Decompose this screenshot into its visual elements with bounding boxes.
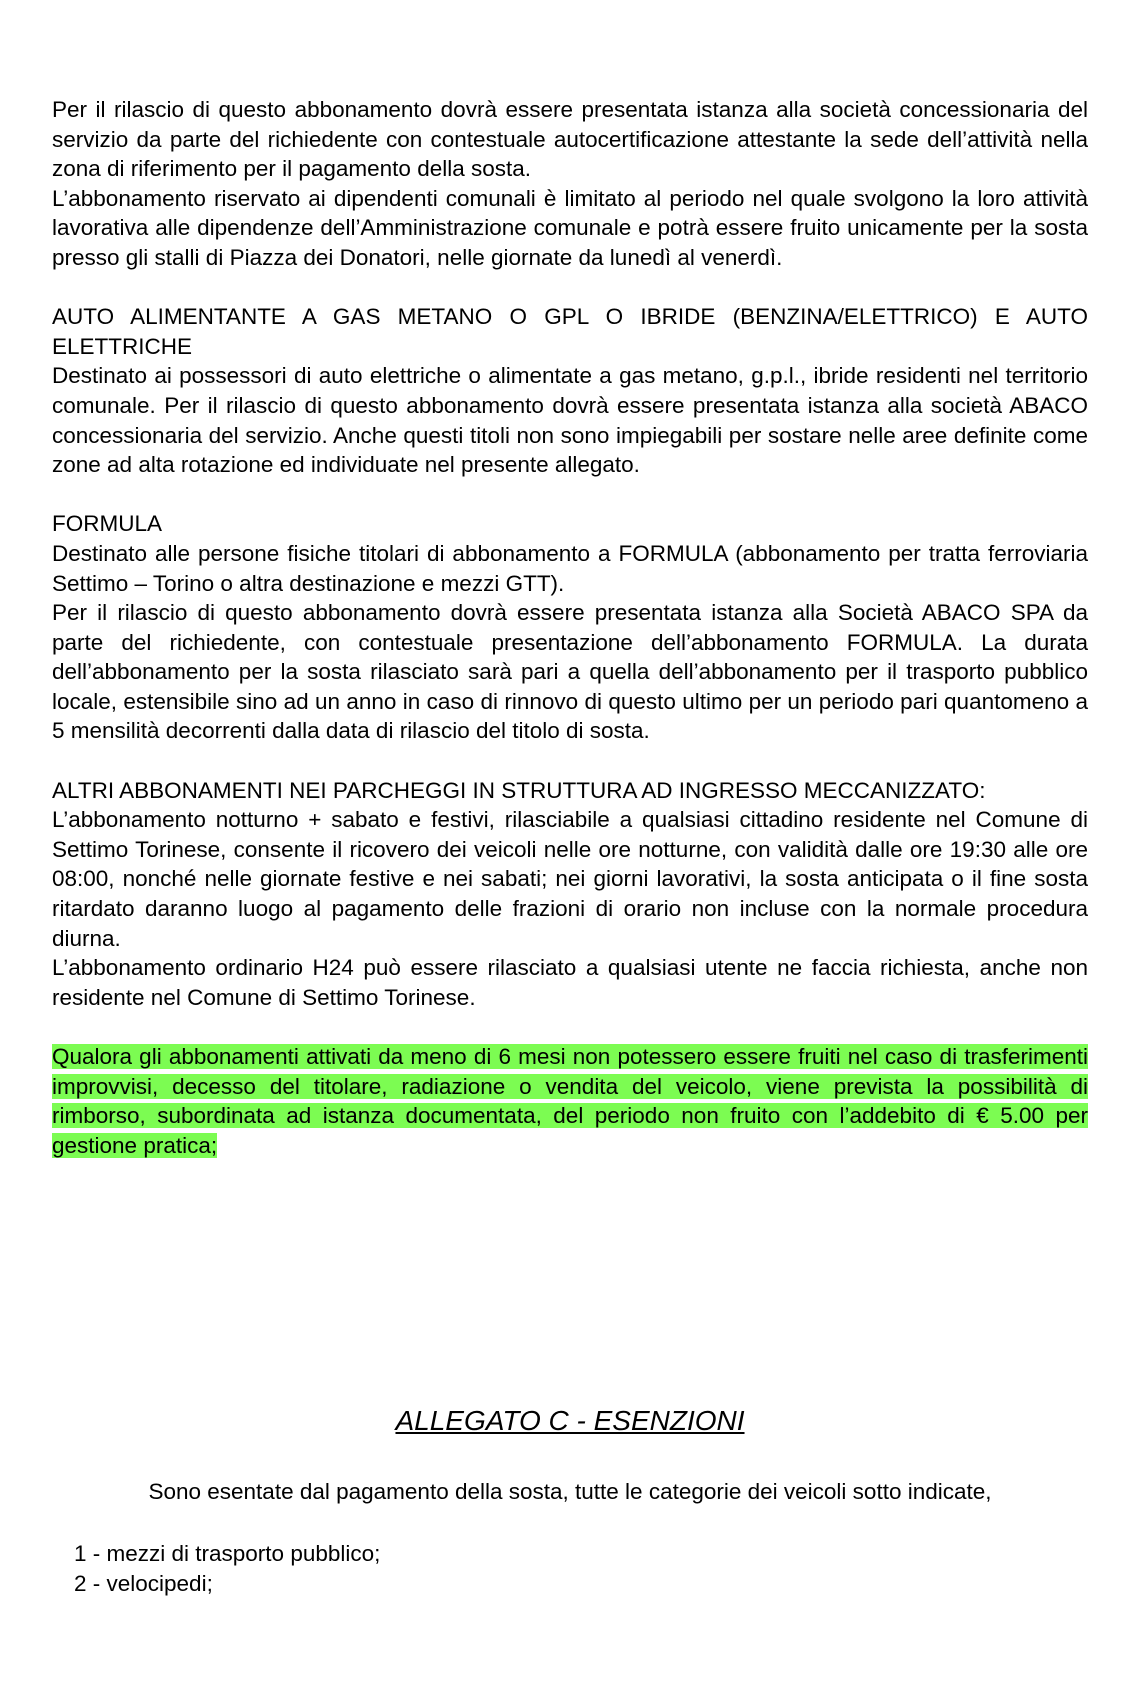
- paragraph-formula-destinato: Destinato alle persone fisiche titolari di abbonamento a FORMULA (abbonamento per tratta ferroviaria Settimo – Torino o altra destinazione e mezzi GTT).: [52, 540, 1088, 596]
- heading-formula: FORMULA: [52, 511, 163, 537]
- paragraph-auto-gas: Destinato ai possessori di auto elettriche o alimentate a gas metano, g.p.l., ibride residenti nel territorio comunale. Per il rilascio di questo abbonamento dovrà essere presentata istanza alla società ABACO concessionaria del servizio. Anche questi titoli non sono impiegabili per sostare nelle aree definite come zone ad alta rotazione ed individuate nel presente allegato.: [52, 363, 1088, 478]
- spacer: [52, 480, 1088, 510]
- highlighted-text: Qualora gli abbonamenti attivati da meno di 6 mesi non potessero essere fruiti nel caso di trasferimenti improvvisi, decesso del titolare, radiazione o vendita del veicolo, viene prevista la possibilità di rimborso, subordinata ad istanza documentata, del periodo non fruito con l’addebito di € 5.00 per gestione pratica;: [52, 1044, 1088, 1158]
- paragraph-istanza: Per il rilascio di questo abbonamento dovrà essere presentata istanza alla società concessionaria del servizio da parte del richiedente con contestuale autocertificazione attestante la sede dell’attività nella zona di riferimento per il pagamento della sosta.: [52, 97, 1088, 182]
- spacer: [52, 746, 1088, 776]
- list-item: 1 - mezzi di trasporto pubblico;: [74, 1541, 381, 1566]
- heading-altri-abbonamenti: ALTRI ABBONAMENTI NEI PARCHEGGI IN STRUTTURA AD INGRESSO MECCANIZZATO:: [52, 777, 986, 803]
- heading-auto-gas: AUTO ALIMENTANTE A GAS METANO O GPL O IBRIDE (BENZINA/ELETTRICO) E AUTO ELETTRICHE: [52, 304, 1088, 359]
- exemption-list: [74, 1539, 380, 1598]
- paragraph-formula-rilascio: Per il rilascio di questo abbonamento dovrà essere presentata istanza alla Società ABACO SPA da parte del richiedente, con contestuale presentazione dell’abbonamento FORMULA. La durata dell’abbonamento per la sosta rilasciato sarà pari a quella dell’abbonamento per il trasporto pubblico locale, estensibile sino ad un anno in caso di rinnovo di questo ultimo per un periodo pari quantomeno a 5 mensilità decorrenti dalla data di rilascio del titolo di sosta.: [52, 600, 1088, 744]
- list-item: 2 - velocipedi;: [74, 1570, 213, 1596]
- paragraph-abbonamento-notturno: L’abbonamento notturno + sabato e festivi, rilasciabile a qualsiasi cittadino residente nel Comune di Settimo Torinese, consente il ricovero dei veicoli nelle ore notturne, con validità dalle ore 19:30 alle ore 08:00, nonché nelle giornate festive e nei sabati; nei giorni lavorativi, la sosta anticipata o il fine sosta ritardato daranno luogo al pagamento delle frazioni di orario non incluse con la normale procedura diurna.: [52, 807, 1088, 951]
- paragraph-abbonamento-h24: L’abbonamento ordinario H24 può essere rilasciato a qualsiasi utente ne faccia richiesta, anche non residente nel Comune di Settimo Torinese.: [52, 955, 1088, 1010]
- spacer: [52, 273, 1088, 303]
- section-intro: Sono esentate dal pagamento della sosta, tutte le categorie dei veicoli sotto indicate,: [148, 1479, 992, 1504]
- spacer: [52, 1012, 1088, 1042]
- paragraph-rimborso-highlighted: [52, 1042, 1088, 1160]
- section-title: ALLEGATO C - ESENZIONI: [395, 1405, 745, 1436]
- paragraph-dipendenti-comunali: L’abbonamento riservato ai dipendenti comunali è limitato al periodo nel quale svolgono la loro attività lavorativa alle dipendenze dell’Amministrazione comunale e potrà essere fruito unicamente per la sosta presso gli stalli di Piazza dei Donatori, nelle giornate da lunedì al venerdì.: [52, 185, 1088, 270]
- document-body: [52, 95, 1088, 1160]
